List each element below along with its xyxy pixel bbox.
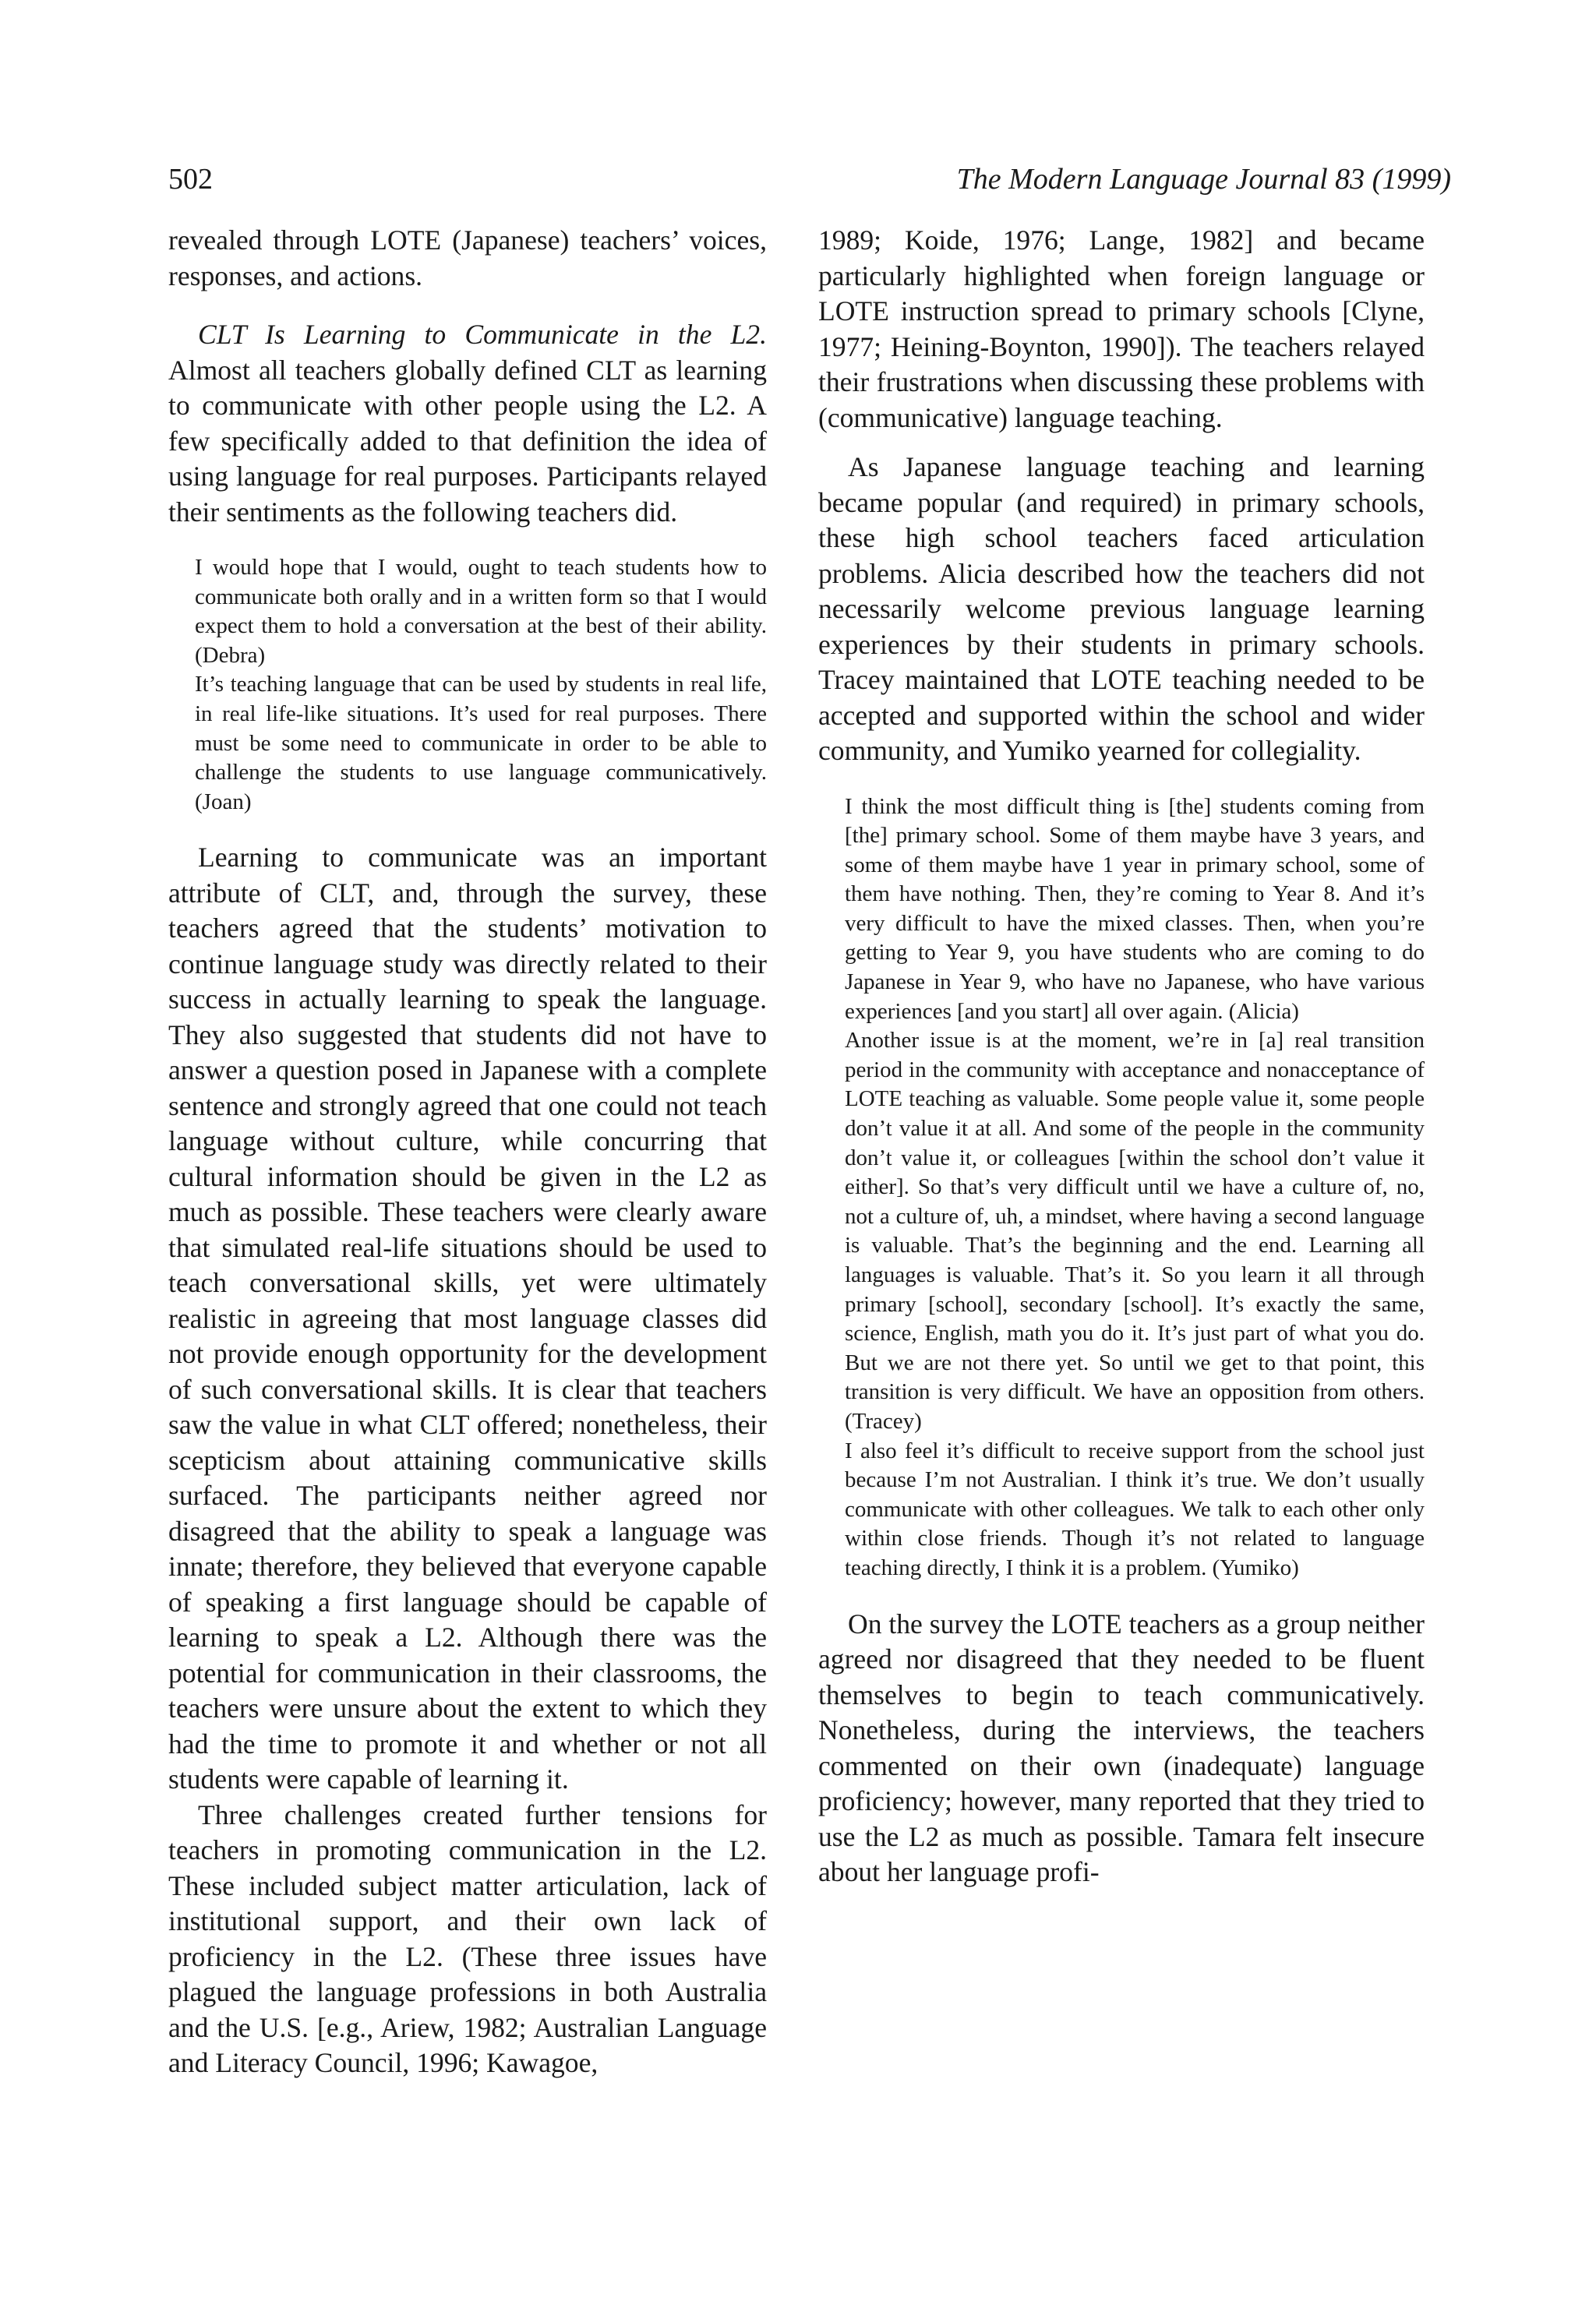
left-column xyxy=(168,223,767,2081)
paragraph: revealed through LOTE (Japanese) teachers’ voices, responses, and actions. xyxy=(168,224,767,291)
quote: I would hope that I would, ought to teach students how to communicate both orally and in a written form so that I would expect them to hold a conversation at the best of their ability. (Debra) xyxy=(195,555,767,668)
quote: Another issue is at the moment, we’re in [a] real transition period in the community with acceptance and nonacceptance of LOTE teaching as valuable. Some people value it, some people don’t value it at all. And some of the people in the community don’t value it, or colleagues [within the school don’t value it either]. So that’s very difficult until we have a culture of, no, not a culture of, uh, a mindset, where having a second language is valuable. That’s the beginning and the end. Learning all languages is valuable. That’s it. So you learn it all through primary [school], secondary [school]. It’s exactly the same, science, English, math you do it. It’s just part of what you do. But we are not there yet. So until we get to that point, this transition is very difficult. We have an opposition from others. (Tracey) xyxy=(845,1028,1425,1434)
page-header xyxy=(168,162,1451,209)
paragraph: On the survey the LOTE teachers as a group neither agreed nor disagreed that they needed to be fluent themselves to begin to teach communicatively. Nonetheless, during the interviews, the teachers commented on their own (inadequate) language proficiency; however, many reported that they tried to use the L2 as much as possible. Tamara felt insecure about her language profi- xyxy=(818,1608,1425,1888)
paragraph xyxy=(168,317,767,530)
paragraph-text: Almost all teachers globally defined CLT as learning to communicate with other people using the L2. A few specifically added to that definition the idea of using language for real purposes. Participants relayed their sentiments as the following teachers did. xyxy=(168,354,767,528)
section-heading: CLT Is Learning to Communicate in the L2. xyxy=(198,319,767,350)
page-number: 502 xyxy=(168,163,213,196)
block-quote xyxy=(845,792,1425,1583)
paragraph: 1989; Koide, 1976; Lange, 1982] and became particularly highlighted when foreign language or LOTE instruction spread to primary schools [Clyne, 1977; Heining-Boynton, 1990]). The teachers relayed their frustrations when discussing these problems with (communicative) language teaching. xyxy=(818,224,1425,433)
paragraph: Learning to communicate was an important attribute of CLT, and, through the survey, these teachers agreed that the students’ motivation to continue language study was directly related to their success in actually learning to speak the language. They also suggested that students did not have to answer a question posed in Japanese with a complete sentence and strongly agreed that one could not teach language without culture, while concurring that cultural information should be given in the L2 as much as possible. These teachers were clearly aware that simulated real-life situations should be used to teach conversational skills, yet were ultimately realistic in agreeing that most language classes did not provide enough opportunity for the development of such conversational skills. It is clear that teachers saw the value in what CLT offered; nonetheless, their scepticism about attaining communicative skills surfaced. The participants neither agreed nor disagreed that the ability to speak a language was innate; therefore, they believed that everyone capable of speaking a first language should be capable of learning to speak a L2. Although there was the potential for communication in their classrooms, the teachers were unsure about the extent to which they had the time to promote it and whether or not all students were capable of learning it. xyxy=(168,842,767,1795)
quote: I also feel it’s difficult to receive support from the school just because I’m not Australian. I think it’s true. We don’t usually communicate with other colleagues. We talk to each other only within close friends. Though it’s not related to language teaching directly, I think it is a problem. (Yumiko) xyxy=(845,1438,1425,1580)
right-column xyxy=(818,223,1425,1890)
block-quote xyxy=(195,553,767,817)
quote: It’s teaching language that can be used by students in real life, in real life-like situations. It’s used for real purposes. There must be some need to communicate in order to be able to challenge the students to use language communicatively. (Joan) xyxy=(195,672,767,814)
quote: I think the most difficult thing is [the] students coming from [the] primary school. Some of them maybe have 3 years, and some of them maybe have 1 year in primary school, some of them have nothing. Then, they’re coming to Year 8. And it’s very difficult to have the mixed classes. Then, when you’re getting to Year 9, you have students who are coming to do Japanese in Year 9, who have no Japanese, who have various experiences [and you start] all over again. (Alicia) xyxy=(845,793,1425,1024)
running-head: The Modern Language Journal 83 (1999) xyxy=(956,163,1451,196)
paragraph: Three challenges created further tensions for teachers in promoting communication in the L2. These included subject matter articulation, lack of institutional support, and their own lack of proficiency in the L2. (These three issues have plagued the language professions in both Australia and the U.S. [e.g., Ariew, 1982; Australian Language and Literacy Council, 1996; Kawagoe, xyxy=(168,1798,767,2079)
paragraph: As Japanese language teaching and learning became popular (and required) in primary schools, these high school teachers faced articulation problems. Alicia described how the teachers did not necessarily welcome previous language learning experiences by their students in primary schools. Tracey maintained that LOTE teaching needed to be accepted and supported within the school and wider community, and Yumiko yearned for collegiality. xyxy=(818,451,1425,766)
